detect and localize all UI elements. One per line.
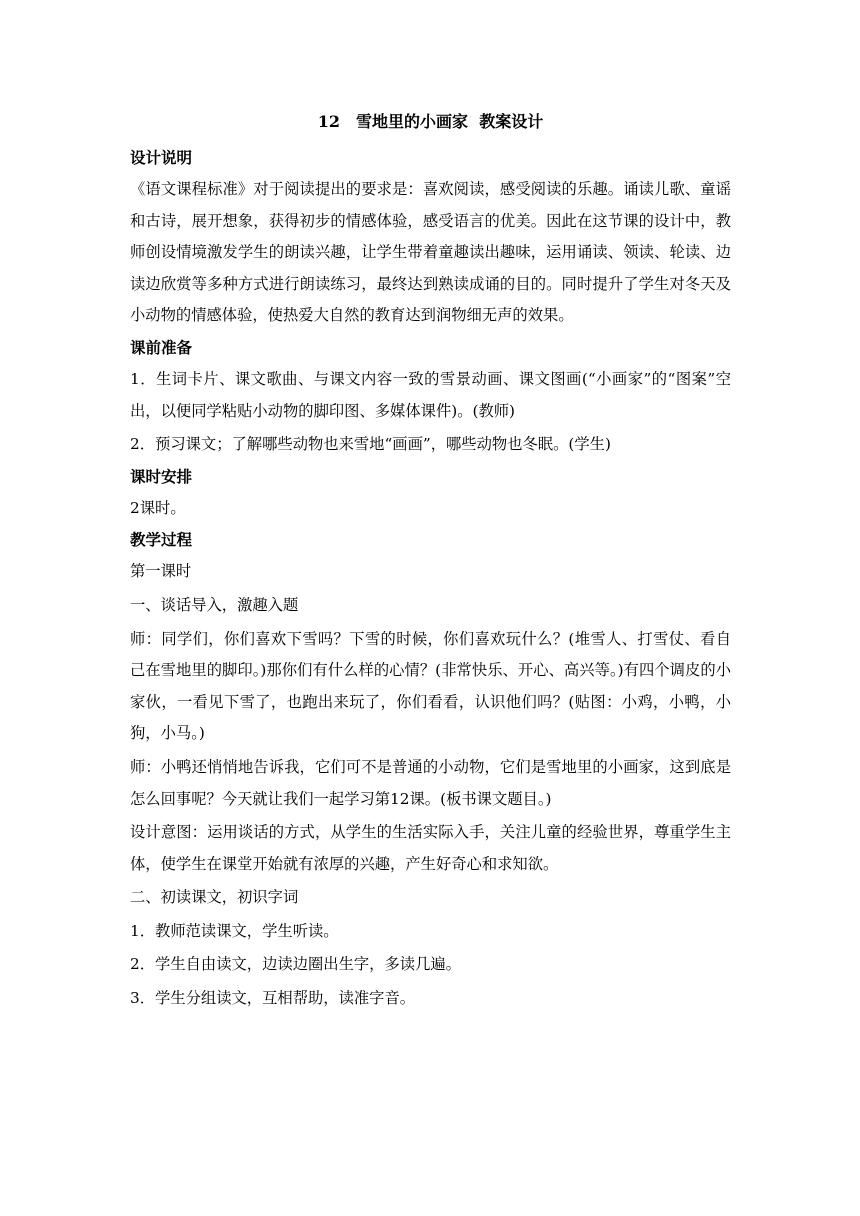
part2-step-2: 2．学生自由读文，边读边圈出生字，多读几遍。 <box>130 955 461 974</box>
document-title: 12 雪地里的小画家 教案设计 <box>317 112 544 131</box>
part2-step-1: 1．教师范读课文，学生听读。 <box>130 921 339 940</box>
document-page <box>130 108 731 1017</box>
preparation-item-1: 1．生词卡片、课文歌曲、与课文内容一致的雪景动画、课文图画(“小画家”的“图案”空出，以便同学粘贴小动物的脚印图、多媒体课件)。(教师) <box>130 369 731 420</box>
part1-dialogue-2: 师：小鸭还悄悄地告诉我，它们可不是普通的小动物，它们是雪地里的小画家，这到底是怎么回事呢？今天就让我们一起学习第12课。(板书课文题目。) <box>130 757 731 808</box>
heading-schedule: 课时安排 <box>130 466 193 486</box>
part1-dialogue-1: 师：同学们，你们喜欢下雪吗？下雪的时候，你们喜欢玩什么？(堆雪人、打雪仗、看自己在雪地里的脚印。)那你们有什么样的心情？(非常快乐、开心、高兴等。)有四个调皮的小家伙，一看见下雪了，也跑出来玩了，你们看看，认识他们吗？(贴图：小鸡，小鸭，小狗，小马。) <box>130 629 731 743</box>
heading-preparation: 课前准备 <box>130 337 193 357</box>
part1-heading: 一、谈话导入，激趣入题 <box>130 595 299 614</box>
part1-design-intent: 设计意图：运用谈话的方式，从学生的生活实际入手，关注儿童的经验世界，尊重学生主体，使学生在课堂开始就有浓厚的兴趣，产生好奇心和求知欲。 <box>130 823 731 873</box>
part2-step-3: 3．学生分组读文，互相帮助，读准字音。 <box>130 989 416 1008</box>
preparation-item-2: 2．预习课文；了解哪些动物也来雪地“画画”，哪些动物也冬眠。(学生) <box>130 435 611 454</box>
heading-design-notes: 设计说明 <box>130 148 193 167</box>
design-notes-paragraph: 《语文课程标准》对于阅读提出的要求是：喜欢阅读，感受阅读的乐趣。诵读儿歌、童谣和古诗，展开想象，获得初步的情感体验，感受语言的优美。因此在这节课的设计中，教师创设情境激发学生的朗读兴趣，让学生带着童趣读出趣味，运用诵读、领读、轮读、边读边欣赏等多种方式进行朗读练习，最终达到熟读成诵的目的。同时提升了学生对冬天及小动物的情感体验，使热爱大自然的教育达到润物细无声的效果。 <box>130 180 731 325</box>
schedule-paragraph: 2课时。 <box>130 498 186 517</box>
part2-heading: 二、初读课文，初识字词 <box>130 888 299 907</box>
lesson-label: 第一课时 <box>130 562 192 581</box>
heading-process: 教学过程 <box>130 530 193 550</box>
